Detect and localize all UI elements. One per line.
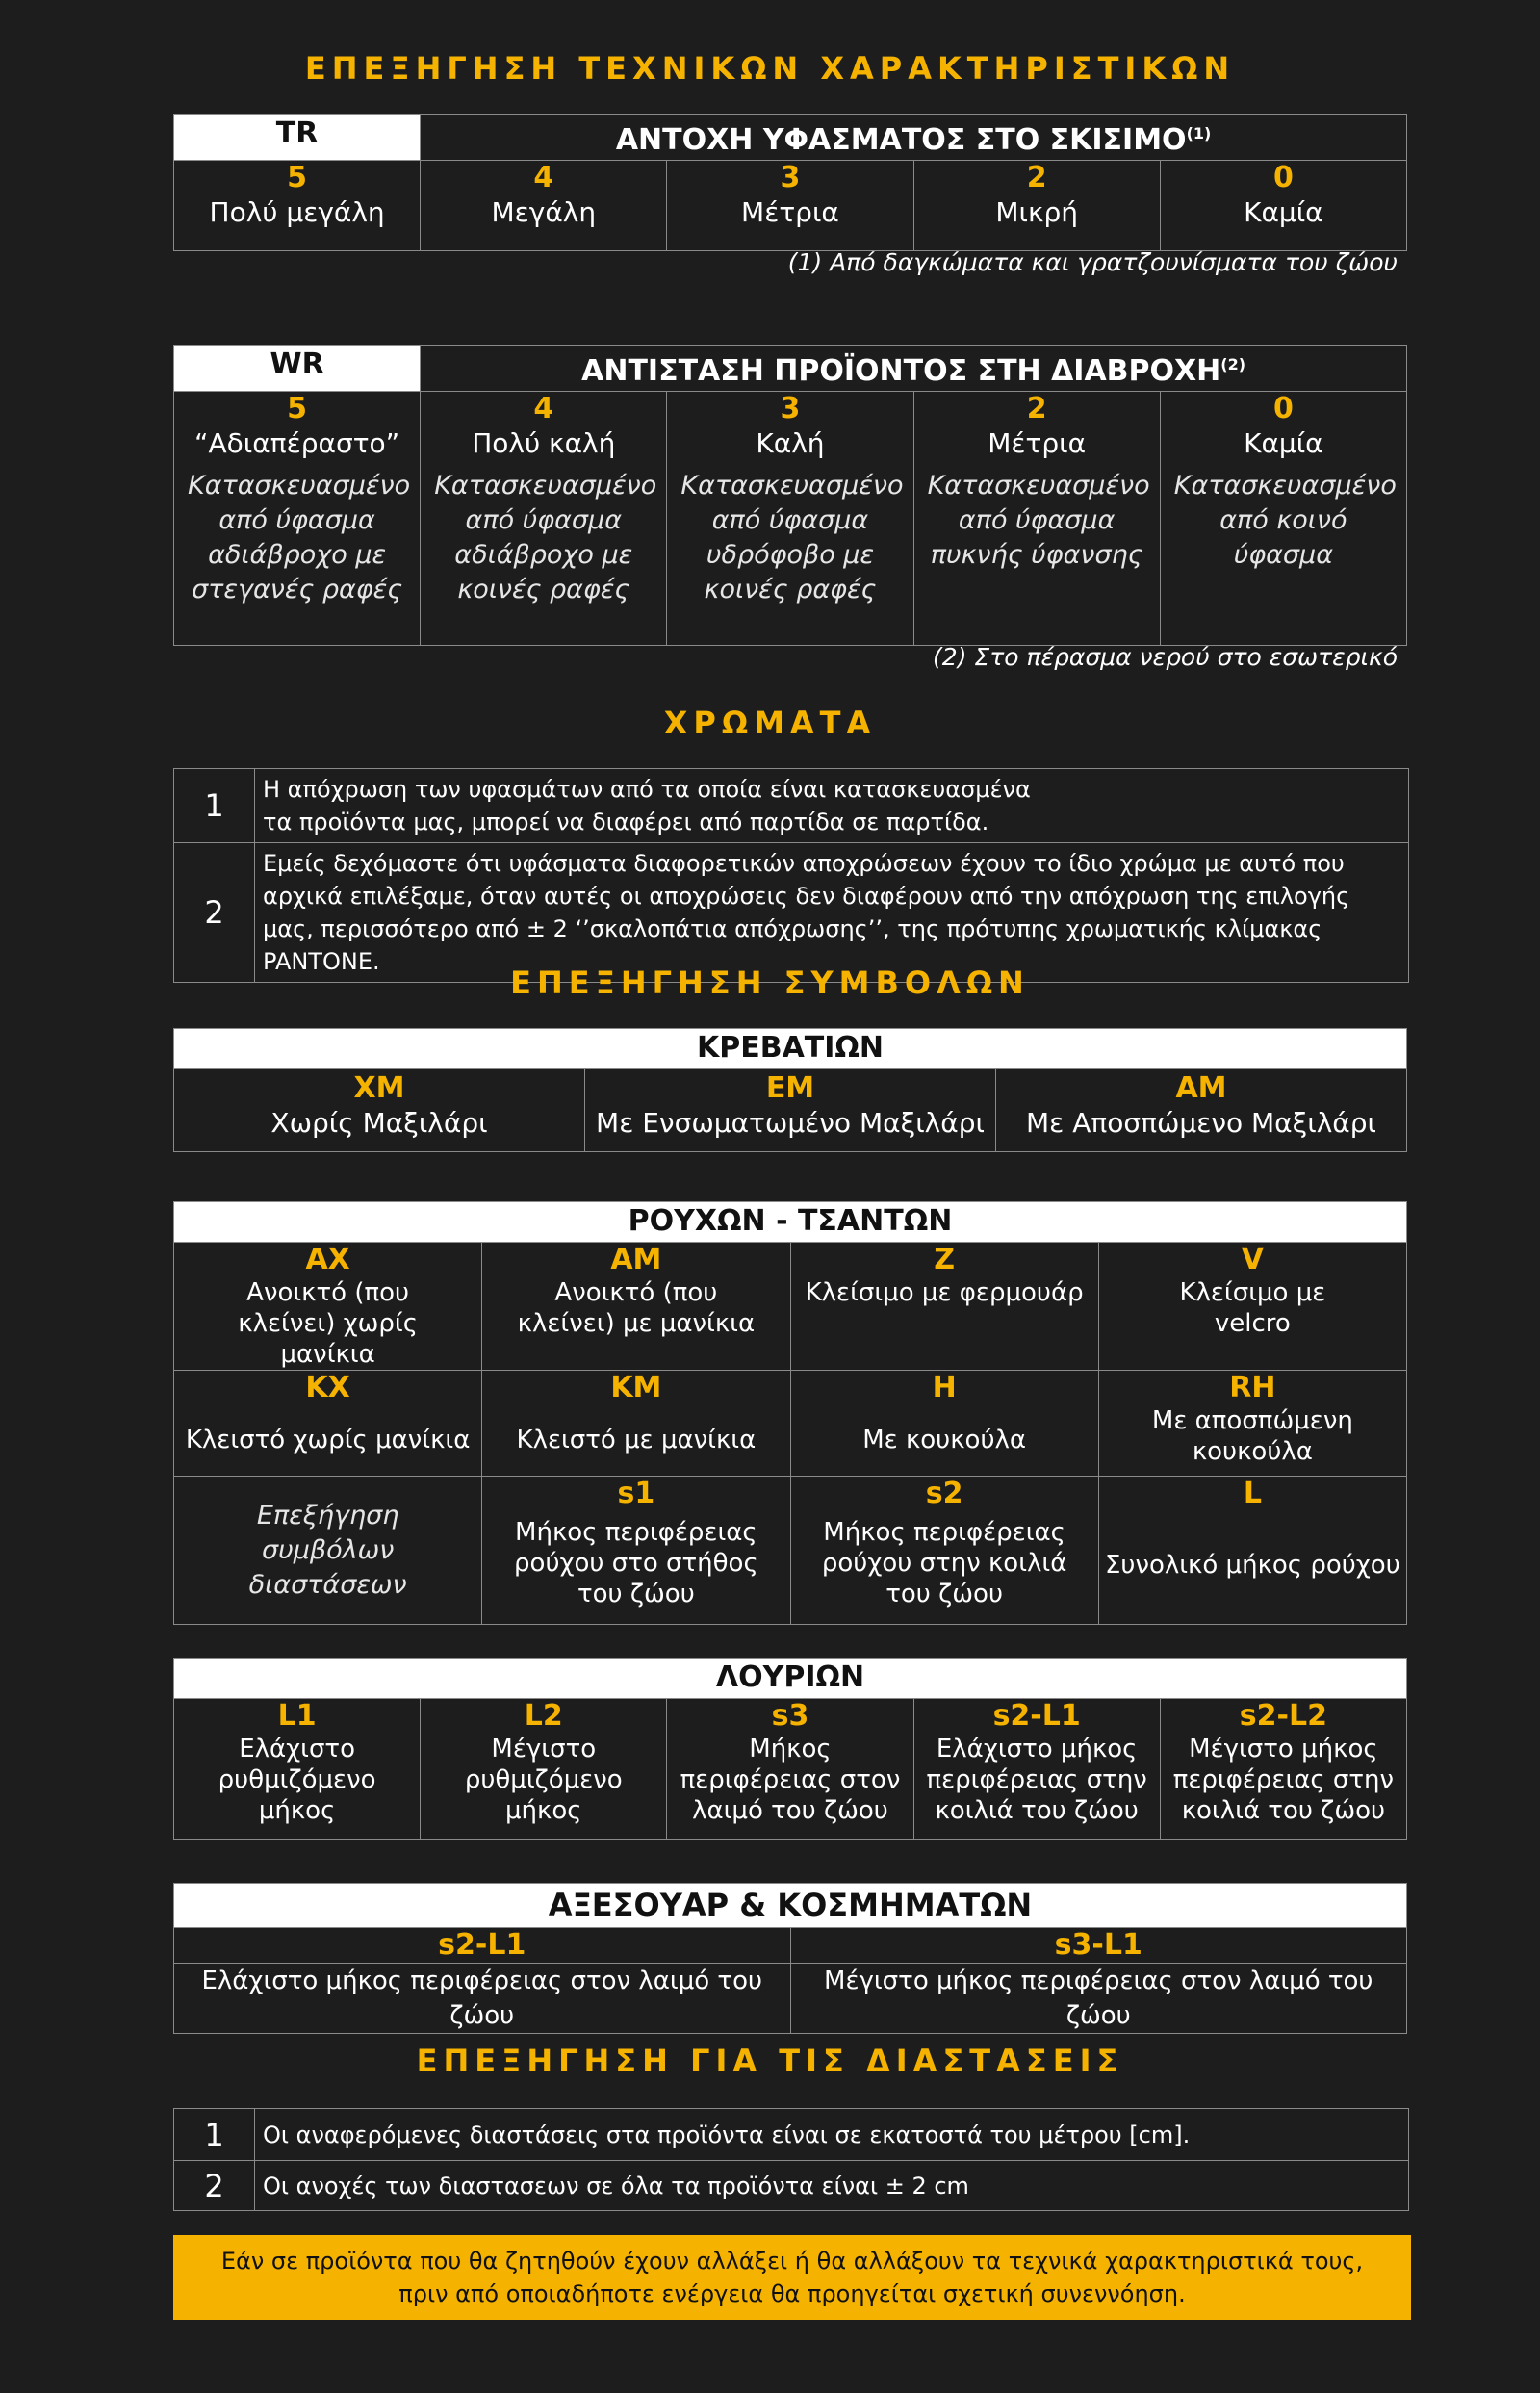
straps-header: ΛΟΥΡΙΩΝ xyxy=(174,1659,1407,1699)
tr-table xyxy=(173,114,1407,251)
tr-level-4: 4 Μεγάλη xyxy=(421,161,667,251)
strap-l2: L2 Μέγιστο ρυθμιζόμενο μήκος xyxy=(421,1699,667,1840)
tr-level-5: 5 Πολύ μεγάλη xyxy=(174,161,421,251)
notice-line-1: Εάν σε προϊόντα που θα ζητηθούν έχουν αλλάξει ή θα αλλάξουν τα τεχνικά χαρακτηριστικά τους, xyxy=(220,2248,1364,2275)
colors-table xyxy=(173,768,1409,983)
clothes-z: Z Κλείσιμο με φερμουάρ xyxy=(790,1243,1098,1371)
bed-xm: XM Χωρίς Μαξιλάρι xyxy=(174,1069,585,1152)
tr-level-3: 3 Μέτρια xyxy=(667,161,913,251)
wr-table xyxy=(173,345,1407,646)
wr-note: (2) Στο πέρασμα νερού στο εσωτερικό xyxy=(933,643,1398,671)
colors-title: ΧΡΩΜΑΤΑ xyxy=(663,705,877,741)
dims-title: ΕΠΕΞΗΓΗΣΗ ΓΙΑ ΤΙΣ ΔΙΑΣΤΑΣΕΙΣ xyxy=(416,2043,1124,2079)
wr-level-4: 4 Πολύ καλή Κατασκευασμένο από ύφασμα αδιάβροχο με κοινές ραφές xyxy=(421,392,667,646)
tech-title: ΕΠΕΞΗΓΗΣΗ ΤΕΧΝΙΚΩΝ ΧΑΡΑΚΤΗΡΙΣΤΙΚΩΝ xyxy=(304,50,1236,87)
beds-header: ΚΡΕΒΑΤΙΩΝ xyxy=(174,1029,1407,1069)
dims-table xyxy=(173,2108,1409,2211)
clothes-am: AM Ανοικτό (που κλείνει) με μανίκια xyxy=(482,1243,790,1371)
beds-table xyxy=(173,1028,1407,1152)
notice-line-2: πριν από οποιαδήποτε ενέργεια θα προηγείται σχετική συνεννόηση. xyxy=(398,2280,1186,2307)
clothes-km: KM Κλειστό με μανίκια xyxy=(482,1371,790,1477)
accessory-s3-l1: s3-L1 Μέγιστο μήκος περιφέρειας στον λαιμό του ζώου xyxy=(790,1928,1407,2034)
symbols-title: ΕΠΕΞΗΓΗΣΗ ΣΥΜΒΟΛΩΝ xyxy=(510,965,1030,1001)
tr-level-0: 0 Καμία xyxy=(1160,161,1406,251)
wr-level-5: 5 “Αδιαπέραστο” Κατασκευασμένο από ύφασμα αδιάβροχο με στεγανές ραφές xyxy=(174,392,421,646)
clothes-s2: s2 Μήκος περιφέρειας ρούχου στην κοιλιά του ζώου xyxy=(790,1477,1098,1625)
tr-code: TR xyxy=(174,115,421,161)
dims-num-1: 1 xyxy=(174,2109,255,2161)
strap-s2-l2: s2-L2 Μέγιστο μήκος περιφέρειας στην κοιλιά του ζώου xyxy=(1160,1699,1406,1840)
clothes-l: L Συνολικό μήκος ρούχου xyxy=(1098,1477,1406,1625)
clothes-rh: RH Με αποσπώμενη κουκούλα xyxy=(1098,1371,1406,1477)
clothes-h: H Με κουκούλα xyxy=(790,1371,1098,1477)
strap-s3: s3 Μήκος περιφέρειας στον λαιμό του ζώου xyxy=(667,1699,913,1840)
accessory-s2-l1: s2-L1 Ελάχιστο μήκος περιφέρειας στον λαιμό του ζώου xyxy=(174,1928,791,2034)
accessories-header: ΑΞΕΣΟΥΑΡ & ΚΟΣΜΗΜΑΤΩΝ xyxy=(174,1884,1407,1928)
bed-em: EM Με Ενσωματωμένο Μαξιλάρι xyxy=(585,1069,996,1152)
wr-level-0: 0 Καμία Κατασκευασμένο από κοινό ύφασμα xyxy=(1160,392,1406,646)
tr-header: ΑΝΤΟΧΗ ΥΦΑΣΜΑΤΟΣ ΣΤΟ ΣΚΙΣΙΜΟ$^{(1)}$ xyxy=(421,115,1407,161)
clothes-ax: AX Ανοικτό (που κλείνει) χωρίς μανίκια xyxy=(174,1243,482,1371)
colors-num-1: 1 xyxy=(174,769,255,843)
clothes-table xyxy=(173,1201,1407,1625)
bed-am: AM Με Αποσπώμενο Μαξιλάρι xyxy=(996,1069,1407,1152)
clothes-dims-label: Επεξήγηση συμβόλων διαστάσεων xyxy=(174,1477,482,1625)
wr-code: WR xyxy=(174,346,421,392)
tr-level-2: 2 Μικρή xyxy=(913,161,1160,251)
clothes-kx: KX Κλειστό χωρίς μανίκια xyxy=(174,1371,482,1477)
strap-l1: L1 Ελάχιστο ρυθμιζόμενο μήκος xyxy=(174,1699,421,1840)
strap-s2-l1: s2-L1 Ελάχιστο μήκος περιφέρειας στην κοιλιά του ζώου xyxy=(913,1699,1160,1840)
wr-level-2: 2 Μέτρια Κατασκευασμένο από ύφασμα πυκνής ύφανσης xyxy=(913,392,1160,646)
clothes-s1: s1 Μήκος περιφέρειας ρούχου στο στήθος του ζώου xyxy=(482,1477,790,1625)
colors-text-2: Εμείς δεχόμαστε ότι υφάσματα διαφορετικών αποχρώσεων έχουν το ίδιο χρώμα με αυτό που αρχικά επιλέξαμε, όταν αυτές οι αποχρώσεις δεν διαφέρουν από την απόχρωση της επιλογής μας, περισσότερο από ± 2 ‘’σκαλοπάτια απόχρωσης’’, της πρότυπης χρωματικής κλίμακας PANTONE. xyxy=(255,843,1409,983)
wr-header: ΑΝΤΙΣΤΑΣΗ ΠΡΟΪΟΝΤΟΣ ΣΤΗ ΔΙΑΒΡΟΧΗ$^{(2)}$ xyxy=(421,346,1407,392)
colors-num-2: 2 xyxy=(174,843,255,983)
accessories-table xyxy=(173,1883,1407,2034)
wr-level-3: 3 Καλή Κατασκευασμένο από ύφασμα υδρόφοβο με κοινές ραφές xyxy=(667,392,913,646)
dims-num-2: 2 xyxy=(174,2161,255,2211)
straps-table xyxy=(173,1658,1407,1840)
clothes-header: ΡΟΥΧΩΝ - ΤΣΑΝΤΩΝ xyxy=(174,1202,1407,1243)
dims-text-1: Οι αναφερόμενες διαστάσεις στα προϊόντα είναι σε εκατοστά του μέτρου [cm]. xyxy=(255,2109,1409,2161)
clothes-v: V Κλείσιμο με velcro xyxy=(1098,1243,1406,1371)
notice-banner xyxy=(173,2235,1411,2320)
tr-note: (1) Από δαγκώματα και γρατζουνίσματα του ζώου xyxy=(787,248,1398,276)
dims-text-2: Οι ανοχές των διαστασεων σε όλα τα προϊόντα είναι ± 2 cm xyxy=(255,2161,1409,2211)
colors-text-1: Η απόχρωση των υφασμάτων από τα οποία είναι κατασκευασμένα τα προϊόντα μας, μπορεί να διαφέρει από παρτίδα σε παρτίδα. xyxy=(255,769,1409,843)
